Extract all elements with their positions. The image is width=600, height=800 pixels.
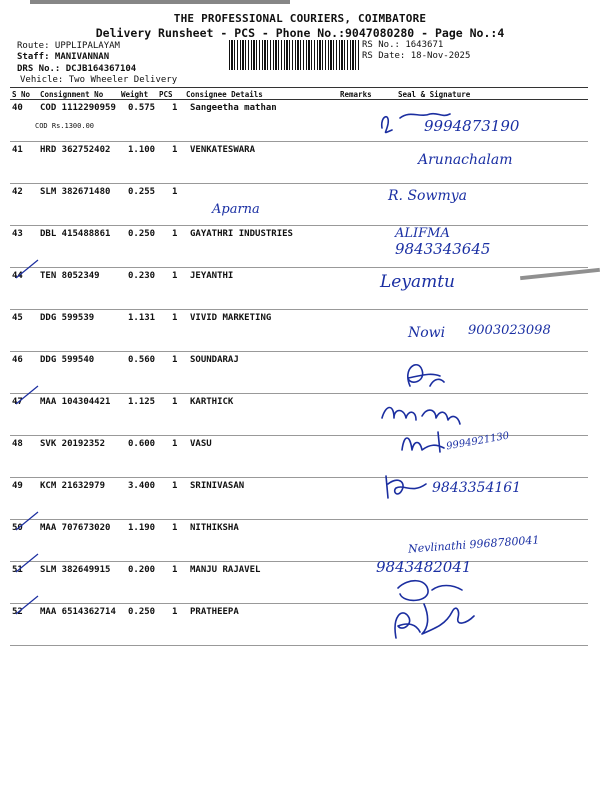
row-consignment: DBL 415488861	[40, 229, 111, 239]
col-consignment: Consignment No	[40, 90, 104, 99]
row-consignee: GAYATHRI INDUSTRIES	[190, 229, 293, 239]
row-pcs: 1	[172, 565, 178, 575]
barcode	[229, 40, 359, 70]
row-pcs: 1	[172, 607, 178, 617]
handwriting-42: R. Sowmya	[388, 188, 467, 204]
row-pcs: 1	[172, 187, 178, 197]
row-sno: 43	[12, 229, 23, 239]
handwriting-49: 9843354161	[432, 480, 522, 496]
handwriting-51b: 9843482041	[376, 558, 472, 576]
row-consignment: COD 1112290959	[40, 103, 116, 113]
route-label: Route: UPPLIPALAYAM	[17, 41, 120, 51]
row-sno: 40	[12, 103, 23, 113]
row-sno: 48	[12, 439, 23, 449]
row-consignment: MAA 104304421	[40, 397, 111, 407]
row-divider	[10, 351, 588, 352]
row-consignee: SRINIVASAN	[190, 481, 245, 491]
row-consignee: MANJU RAJAVEL	[190, 565, 261, 575]
row-sno: 49	[12, 481, 23, 491]
row-consignment: MAA 6514362714	[40, 607, 116, 617]
staff-label: Staff: MANIVANNAN	[17, 52, 110, 62]
row-consignee: KARTHICK	[190, 397, 234, 407]
row-weight: 1.190	[128, 523, 156, 533]
row-weight: 0.230	[128, 271, 156, 281]
row-divider	[10, 519, 588, 520]
row-sno: 52	[12, 607, 23, 617]
row-consignee: Sangeetha mathan	[190, 103, 277, 113]
row-consignee: VASU	[190, 439, 212, 449]
row-pcs: 1	[172, 313, 178, 323]
check-tick-icon	[14, 510, 40, 532]
row-consignee: JEYANTHI	[190, 271, 234, 281]
row-sno: 45	[12, 313, 23, 323]
row-consignment: HRD 362752402	[40, 145, 111, 155]
row-divider	[10, 225, 588, 226]
row-pcs: 1	[172, 439, 178, 449]
handwriting-43-name: Aparna	[212, 202, 260, 217]
row-consignment: SLM 382671480	[40, 187, 111, 197]
row-weight: 0.575	[128, 103, 156, 113]
row-weight: 0.600	[128, 439, 156, 449]
handwriting-48: 9994921130	[445, 430, 511, 453]
signature-52	[388, 596, 488, 646]
row-divider	[10, 645, 588, 646]
row-divider	[10, 267, 588, 268]
row-pcs: 1	[172, 397, 178, 407]
handwriting-44: Leyamtu	[380, 272, 455, 292]
row-weight: 0.250	[128, 229, 156, 239]
handwriting-46: 9003023098	[468, 323, 551, 338]
check-tick-icon	[14, 384, 40, 406]
row-consignee: SOUNDARAJ	[190, 355, 239, 365]
row-divider	[10, 183, 588, 184]
row-consignment: DDG 599540	[40, 355, 95, 365]
row-consignee: NITHIKSHA	[190, 523, 239, 533]
row-cod-note: COD Rs.1300.00	[35, 122, 95, 130]
drs-label: DRS No.: DCJB164367104	[17, 64, 137, 74]
check-tick-icon	[14, 552, 40, 574]
row-pcs: 1	[172, 355, 178, 365]
row-consignment: SVK 20192352	[40, 439, 106, 449]
col-pcs: PCS	[159, 90, 173, 99]
row-divider	[10, 393, 588, 394]
row-consignee: VIVID MARKETING	[190, 313, 272, 323]
row-pcs: 1	[172, 523, 178, 533]
row-consignment: TEN 8052349	[40, 271, 100, 281]
col-sno: S No	[12, 90, 31, 99]
handwriting-41: Arunachalam	[418, 152, 513, 168]
rs-date: RS Date: 18-Nov-2025	[362, 51, 471, 61]
scan-smudge	[30, 0, 290, 4]
row-sno: 46	[12, 355, 23, 365]
row-consignee: VENKATESWARA	[190, 145, 256, 155]
header-rule-bottom	[10, 99, 588, 100]
handwriting-43-note: ALIFMA	[395, 226, 450, 241]
row-pcs: 1	[172, 103, 178, 113]
signature-47	[400, 356, 450, 396]
row-pcs: 1	[172, 481, 178, 491]
row-divider	[10, 603, 588, 604]
row-consignee: PRATHEEPA	[190, 607, 239, 617]
rs-info	[362, 40, 470, 62]
row-sno: 47	[12, 397, 23, 407]
row-divider	[10, 477, 588, 478]
vehicle-label: Vehicle: Two Wheeler Delivery	[20, 75, 178, 85]
col-remarks: Remarks	[340, 90, 372, 99]
row-consignment: MAA 707673020	[40, 523, 111, 533]
row-weight: 3.400	[128, 481, 156, 491]
scan-streak	[520, 268, 600, 280]
row-pcs: 1	[172, 229, 178, 239]
row-sno: 41	[12, 145, 23, 155]
row-weight: 0.560	[128, 355, 156, 365]
row-weight: 1.100	[128, 145, 156, 155]
row-consignment: DDG 599539	[40, 313, 95, 323]
row-divider	[10, 309, 588, 310]
row-weight: 1.131	[128, 313, 156, 323]
row-pcs: 1	[172, 145, 178, 155]
check-tick-icon	[14, 594, 40, 616]
row-weight: 1.125	[128, 397, 156, 407]
row-weight: 0.200	[128, 565, 156, 575]
row-sno: 44	[12, 271, 23, 281]
header-rule-top	[10, 87, 588, 88]
handwriting-40: 9994873190	[424, 117, 520, 135]
col-weight: Weight	[121, 90, 149, 99]
row-sno: 50	[12, 523, 23, 533]
runsheet-subtitle: Delivery Runsheet - PCS - Phone No.:9047080280 - Page No.:4	[95, 26, 505, 40]
rs-number: RS No.: 1643671	[362, 40, 444, 50]
row-sno: 51	[12, 565, 23, 575]
row-weight: 0.250	[128, 607, 156, 617]
handwriting-43-phone: 9843343645	[395, 240, 491, 258]
row-sno: 42	[12, 187, 23, 197]
row-consignment: SLM 382649915	[40, 565, 111, 575]
company-title: THE PROFESSIONAL COURIERS, COIMBATORE	[173, 12, 427, 25]
col-signature: Seal & Signature	[398, 90, 471, 99]
check-tick-icon	[14, 258, 40, 280]
handwriting-51a: Nevlinathi 9968780041	[407, 533, 540, 556]
row-consignment: KCM 21632979	[40, 481, 106, 491]
signature-48a	[378, 398, 498, 432]
row-weight: 0.255	[128, 187, 156, 197]
row-divider	[10, 561, 588, 562]
col-consignee: Consignee Details	[186, 90, 263, 99]
handwriting-45: Nowi	[408, 325, 446, 341]
row-pcs: 1	[172, 271, 178, 281]
